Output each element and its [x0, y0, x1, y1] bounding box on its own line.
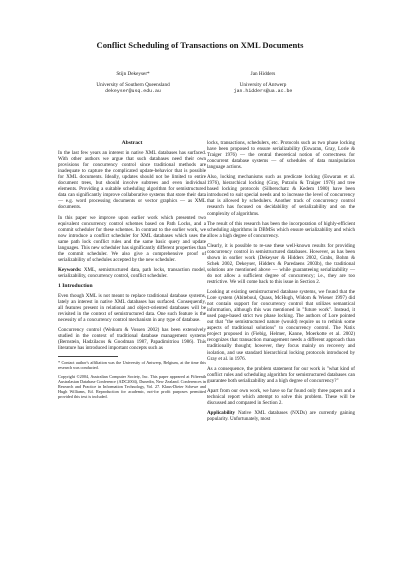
author-email[interactable]: jan.hidders@ua.ac.be [233, 88, 293, 94]
footnote: * Contact author's affiliation was the University of Antwerp, Belgium, at the time this research was conducted. [58, 360, 206, 371]
keywords [58, 267, 206, 279]
keywords-text: XML, semistructured data, path locks, transaction model, serializability, concurrency control, conflict scheduler. [58, 266, 206, 279]
author-email[interactable]: dekeyser@usq.edu.au [105, 88, 161, 94]
body-paragraph: locks, transactions, schedulers, etc. Protocols such as two phase locking have been proposed to ensure serializability (Eswaran, Gray, Lorie & Traiger 1976) — the central theoretical notion of correctness for concurrent database systems — of schedules of data manipulation language actions. [207, 140, 355, 171]
footnote-rule [58, 356, 118, 357]
paper-title: Conflict Scheduling of Transactions on XML Documents [96, 40, 304, 50]
applicability-paragraph [207, 410, 355, 422]
body-paragraph: Apart from our own work, we have so far found only three papers and a technical report which attempt to solve this problem. These will be discussed and compared in Section 2. [207, 387, 355, 406]
author-affiliation: University of Southern Queensland [96, 82, 170, 89]
body-paragraph: As a consequence, the problem statement for our work is "what kind of conflict rules and scheduling algorithm for semistructured databases can guarantee both serializability and a high degree of concurrency?" [207, 365, 355, 384]
abstract-heading: Abstract [121, 140, 143, 146]
abstract-paragraph-1: In the last few years an interest in native XML databases has surfaced. With other authors we argue that such databases need their own provisions for concurrency control since traditional methods are inadequate to capture the complicated update-behavior that is possible for XML documents. Ideally, updates should not be limited to entire document trees, but should involve subtrees and even individual elements. Providing a suitable scheduling algorithm for semistructured data can significantly improve collaborative systems that store their data — e.g. word processing documents or vector graphics — as XML documents. [58, 150, 206, 211]
intro-paragraph-2: Concurrency control (Weikum & Vossen 2002) has been extensively studied in the context of traditional database management systems (Bernstein, Hadzilacos & Goodman 1987, Papadimitriou 1986). This literature has introduced important concepts such as [58, 327, 206, 352]
body-paragraph: Clearly, it is possible to re-use these well-known results for providing concurrency control in semistructured databases. However, as has been shown in earlier work (Dekeyser & Hidders 2002, Grabs, Bohm & Schek 2002, Dekeyser, Hidders & Paredaens 2003b), the traditional solutions are mentioned above — while guaranteeing serializability — do not allow a sufficient degree of concurrency; i.e., they are too restrictive. We will come back to this issue in Section 2. [207, 242, 355, 285]
body-paragraph: Also, locking mechanisms such as predicate locking (Eswaran et al. 1976), hierarchical locking (Gray, Putzolu & Traiger 1976) and tree based locking protocols (Silberschatz & Kedem 1980) have been introduced to suit special needs and to increase the level of concurrency that is allowed by schedulers. Another track of concurrency control research has focused on decidability of serializability and on the complexity of algorithms. [207, 174, 355, 217]
keywords-label: Keywords: [58, 266, 82, 273]
author-block-2 [188, 71, 338, 95]
left-column [58, 140, 206, 403]
section-heading-introduction: 1 Introduction [58, 282, 93, 289]
right-column [207, 140, 355, 426]
copyright-notice: Copyright ©2004, Australian Computer Society, Inc. This paper appeared at Fifteenth Australasian Database Conference (ADC2004), Dunedin, New Zealand. Conferences in Research and Practice in Information Technology, Vol. 27. Klaus-Dieter Schewe and Hugh Williams, Ed. Reproduction for academic, not-for profit purposes permitted provided this text is included. [58, 374, 206, 400]
author-block-1 [58, 71, 208, 95]
author-affiliation: University of Antwerp [239, 82, 287, 89]
author-name: Jan Hidders [250, 71, 276, 77]
applicability-text: Native XML databases (NXDs) are currently gaining popularity. Unfortunately, most [207, 409, 356, 422]
applicability-lead: Applicability [207, 409, 236, 416]
intro-paragraph-1: Even though XML is not meant to replace traditional database systems, lately an interest in native XML databases has surfaced. Consequently, all features present in relational and object-oriented databases will be revisited in the context of semistructured data. One such feature is the necessity of a concurrency control mechanism in any type of database. [58, 293, 206, 324]
author-name: Stijn Dekeyser* [116, 71, 150, 77]
body-paragraph: The result of this research has been the incorporation of highly-efficient scheduling algorithms in DBMSs which ensure serializability and which allow a high degree of concurrency. [207, 220, 355, 239]
abstract-paragraph-2: In this paper we improve upon earlier work which presented two equivalent concurrency control schemes based on Path Locks, and a commit scheduler for these schemes. In contrast to the earlier work, we now introduce a conflict scheduler for XML databases which uses the same path lock conflict rules and the same basic query and update languages. This new scheduler has significantly different properties than the commit scheduler. We also give a comprehensive proof of serializability of schedules accepted by the new scheduler. [58, 214, 206, 263]
body-paragraph: Looking at existing semistructured database systems, we found that the Lore system (Abiteboul, Quass, McHugh, Widom & Wiener 1997) did not contain support for concurrency control that utilizes semantical information, although this was mentioned in "future work". Instead, it used page-based strict two phase locking. The authors of Lore pointed out that "the semistructured nature (would) require us to rethink some aspects of traditional solutions" to concurrency control. The Natix project proposed in (Fiebig, Helmer, Kanne, Moerkotte et al. 2002) recognizes that transaction management needs a different approach than traditionally thought; however, they focus mainly on recovery and isolation, and use standard hierarchical locking protocols introduced by Gray et al. in 1976. [207, 289, 355, 362]
